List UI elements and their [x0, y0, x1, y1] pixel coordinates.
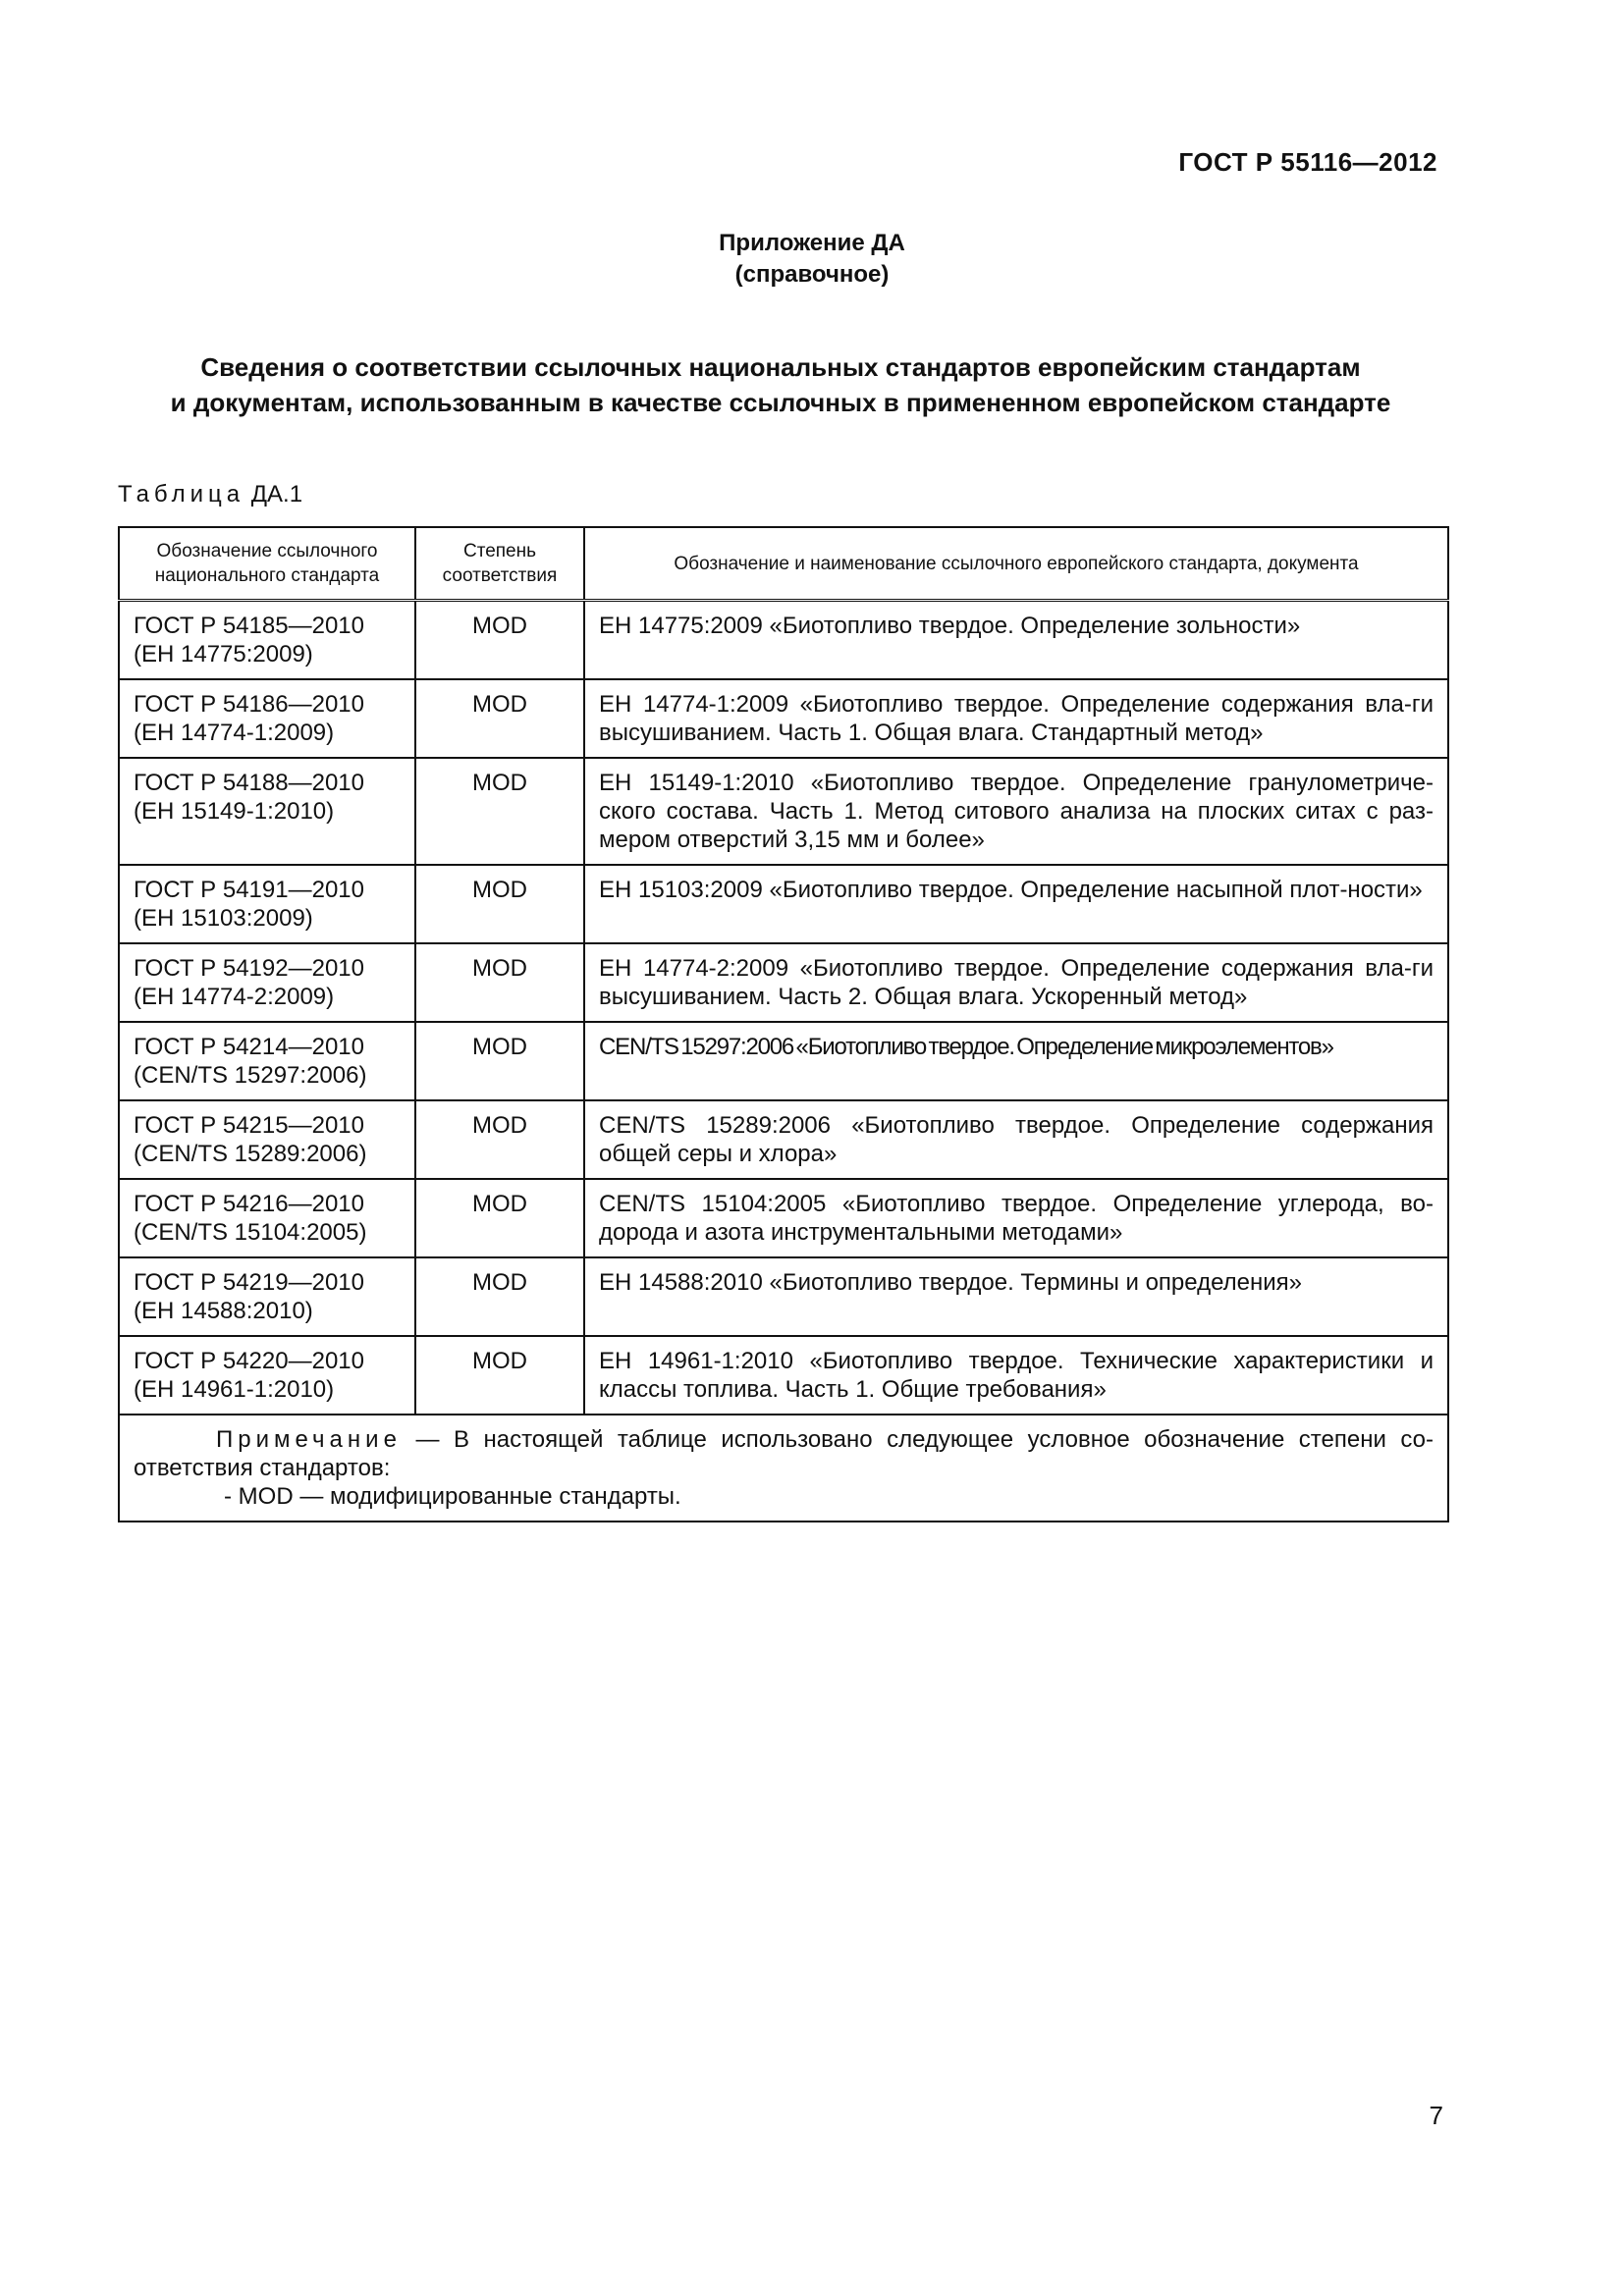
header-degree: Степень соответствия: [415, 527, 584, 601]
en-designation: (ЕН 14588:2010): [134, 1298, 313, 1324]
document-code: ГОСТ Р 55116—2012: [1178, 147, 1437, 177]
european-standard-cell: ЕН 14775:2009 «Биотопливо твердое. Определение зольности»: [584, 601, 1448, 680]
degree-cell: MOD: [415, 1257, 584, 1336]
table-row: [119, 1100, 1448, 1179]
en-designation: (ЕН 14774-1:2009): [134, 720, 335, 746]
european-standard-cell: ЕН 14961-1:2010 «Биотопливо твердое. Технические характеристики и классы топлива. Часть 1. Общие требования»: [584, 1336, 1448, 1415]
en-designation: (ЕН 15103:2009): [134, 905, 313, 932]
en-designation: (ЕН 14775:2009): [134, 641, 313, 667]
gost-designation: ГОСТ Р 54188—2010: [134, 770, 364, 796]
table-row: [119, 943, 1448, 1022]
national-standard-cell: [119, 1100, 415, 1179]
title-line-1: Сведения о соответствии ссылочных национальных стандартов европейским стандартам: [200, 352, 1361, 382]
degree-cell: MOD: [415, 758, 584, 865]
national-standard-cell: [119, 865, 415, 943]
national-standard-cell: [119, 943, 415, 1022]
table-header-row: [119, 527, 1448, 601]
national-standard-cell: [119, 601, 415, 680]
degree-cell: MOD: [415, 1100, 584, 1179]
table-note-row: [119, 1415, 1448, 1522]
european-standard-cell: CEN/TS 15289:2006 «Биотопливо твердое. Определение содержания общей серы и хлора»: [584, 1100, 1448, 1179]
note-body: — В настоящей таблице использовано следующее условное обозначение степени со-ответствия стандартов:: [134, 1426, 1434, 1481]
table-label-word: Таблица: [118, 481, 245, 507]
degree-cell: MOD: [415, 679, 584, 758]
european-standard-cell: ЕН 15103:2009 «Биотопливо твердое. Определение насыпной плот-ности»: [584, 865, 1448, 943]
european-standard-cell: CEN/TS 15297:2006 «Биотопливо твердое. Определение микроэлементов»: [584, 1022, 1448, 1100]
degree-cell: MOD: [415, 865, 584, 943]
gost-designation: ГОСТ Р 54219—2010: [134, 1269, 364, 1296]
table-row: [119, 1336, 1448, 1415]
table-row: [119, 1022, 1448, 1100]
gost-designation: ГОСТ Р 54192—2010: [134, 955, 364, 982]
national-standard-cell: [119, 758, 415, 865]
table-row: [119, 758, 1448, 865]
european-standard-cell: CEN/TS 15104:2005 «Биотопливо твердое. Определение углерода, во-дорода и азота инструментальными методами»: [584, 1179, 1448, 1257]
appendix-heading: [0, 228, 1624, 291]
header-national-standard: Обозначение ссылочного национального стандарта: [119, 527, 415, 601]
european-standard-cell: ЕН 14588:2010 «Биотопливо твердое. Термины и определения»: [584, 1257, 1448, 1336]
table-row: [119, 865, 1448, 943]
european-standard-cell: ЕН 14774-2:2009 «Биотопливо твердое. Определение содержания вла-ги высушиванием. Часть 2. Общая влага. Ускоренный метод»: [584, 943, 1448, 1022]
european-standard-cell: ЕН 15149-1:2010 «Биотопливо твердое. Определение гранулометриче-ского состава. Часть 1. Метод ситового анализа на плоских ситах с раз-мером отверстий 3,15 мм и более»: [584, 758, 1448, 865]
note-label: Примечание: [216, 1426, 402, 1453]
correspondence-table: [118, 526, 1449, 1522]
appendix-title: [118, 349, 1443, 420]
note-text: [134, 1425, 1434, 1482]
table-row: [119, 1179, 1448, 1257]
en-designation: (ЕН 14774-2:2009): [134, 984, 335, 1010]
national-standard-cell: [119, 1336, 415, 1415]
table-row: [119, 601, 1448, 680]
national-standard-cell: [119, 679, 415, 758]
en-designation: (CEN/TS 15104:2005): [134, 1219, 367, 1246]
en-designation: (CEN/TS 15289:2006): [134, 1141, 367, 1167]
national-standard-cell: [119, 1179, 415, 1257]
degree-cell: MOD: [415, 1022, 584, 1100]
table-row: [119, 1257, 1448, 1336]
en-designation: (ЕН 15149-1:2010): [134, 798, 335, 825]
appendix-name: Приложение ДА: [719, 230, 905, 256]
gost-designation: ГОСТ Р 54214—2010: [134, 1034, 364, 1060]
degree-cell: MOD: [415, 943, 584, 1022]
appendix-type: (справочное): [734, 261, 890, 288]
gost-designation: ГОСТ Р 54216—2010: [134, 1191, 364, 1217]
gost-designation: ГОСТ Р 54186—2010: [134, 691, 364, 718]
gost-designation: ГОСТ Р 54220—2010: [134, 1348, 364, 1374]
table-label-number: ДА.1: [250, 481, 303, 507]
table-row: [119, 679, 1448, 758]
table-note: [119, 1415, 1448, 1522]
degree-cell: MOD: [415, 601, 584, 680]
european-standard-cell: ЕН 14774-1:2009 «Биотопливо твердое. Определение содержания вла-ги высушиванием. Часть 1. Общая влага. Стандартный метод»: [584, 679, 1448, 758]
degree-cell: MOD: [415, 1336, 584, 1415]
gost-designation: ГОСТ Р 54185—2010: [134, 613, 364, 639]
degree-cell: MOD: [415, 1179, 584, 1257]
gost-designation: ГОСТ Р 54191—2010: [134, 877, 364, 903]
en-designation: (CEN/TS 15297:2006): [134, 1062, 367, 1089]
header-european-standard: Обозначение и наименование ссылочного европейского стандарта, документа: [584, 527, 1448, 601]
table-label: [118, 481, 302, 508]
gost-designation: ГОСТ Р 54215—2010: [134, 1112, 364, 1139]
note-list-item: - MOD — модифицированные стандарты.: [224, 1483, 681, 1510]
en-designation: (ЕН 14961-1:2010): [134, 1376, 335, 1403]
national-standard-cell: [119, 1022, 415, 1100]
title-line-2: и документам, использованным в качестве ссылочных в примененном европейском стандарте: [170, 388, 1391, 417]
national-standard-cell: [119, 1257, 415, 1336]
page-number: 7: [1429, 2101, 1443, 2130]
